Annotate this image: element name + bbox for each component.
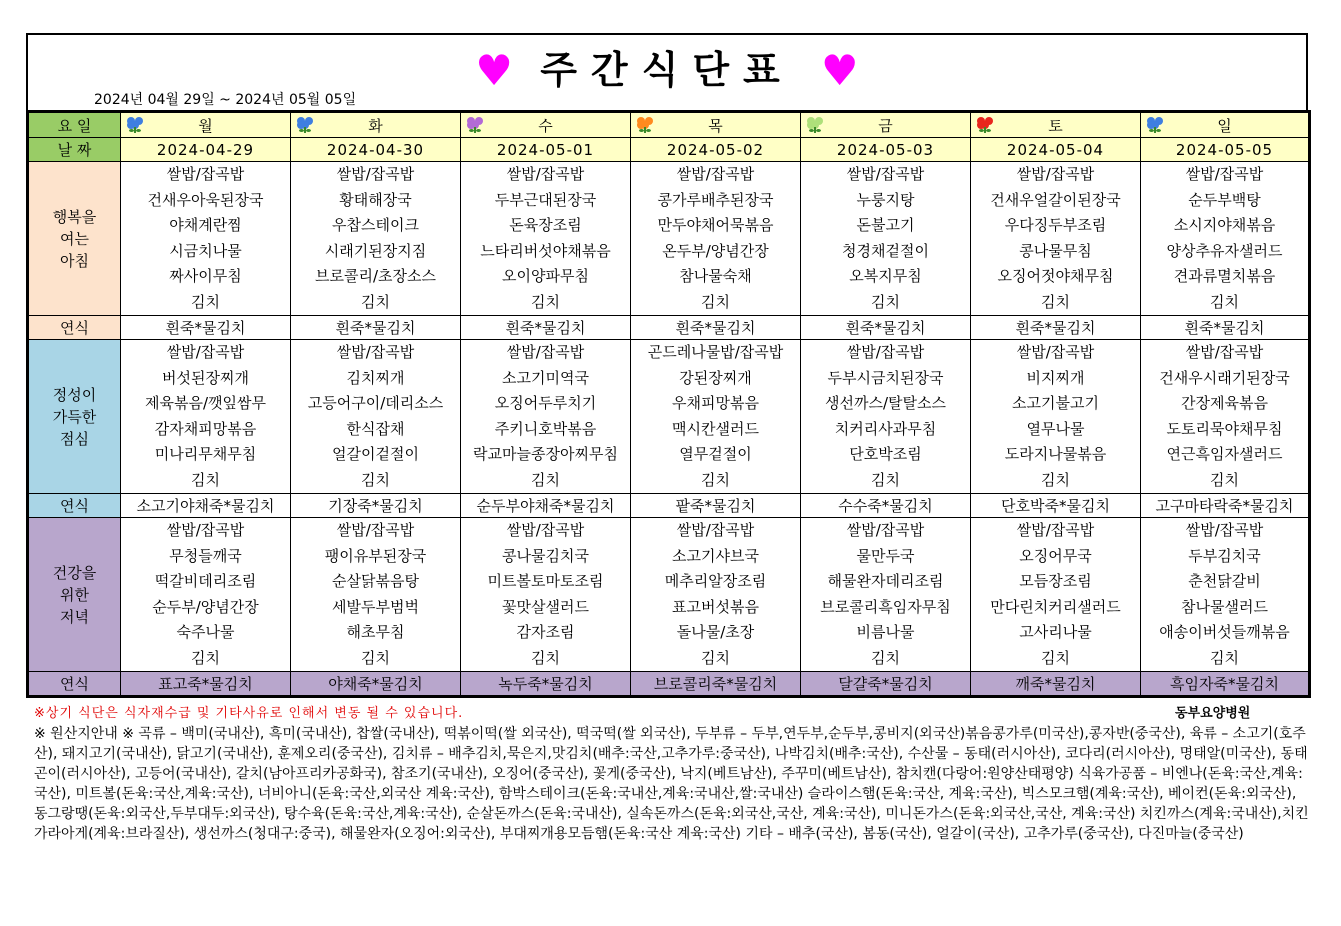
menu-item: 김치 [531, 292, 560, 311]
menu-item: 주키니호박볶음 [494, 419, 597, 438]
menu-item: 해물완자데리조림 [827, 572, 944, 590]
menu-item: 쌀밥/잡곡밥 [676, 165, 755, 183]
menu-item: 쌀밥/잡곡밥 [1016, 521, 1095, 539]
menu-item: 춘천닭갈비 [1188, 572, 1261, 590]
menu-item: 김치 [361, 470, 390, 489]
day-cell [971, 112, 1141, 138]
snack-cell: 흰죽*물김치 [971, 316, 1141, 340]
menu-item: 김치 [1041, 648, 1070, 667]
meal-label-line: 저녁 [60, 607, 89, 626]
snack-cell: 흰죽*물김치 [1141, 316, 1310, 340]
menu-item: 두부시금치된장국 [827, 368, 944, 387]
date-cell: 2024-05-02 [631, 138, 801, 162]
breakfast-row [28, 162, 1310, 316]
flower-icon [1147, 117, 1163, 133]
snack-cell: 흰죽*물김치 [291, 316, 461, 340]
menu-item: 오징어무국 [1019, 546, 1092, 565]
heart-icon: ♥ [475, 46, 513, 95]
menu-item: 떡갈비데리조림 [154, 572, 257, 590]
day-row [28, 112, 1310, 138]
lunch-row [28, 340, 1310, 494]
snack-label: 연식 [28, 494, 121, 518]
menu-item: 돈육장조림 [509, 216, 582, 234]
menu-item: 쌀밥/잡곡밥 [1185, 343, 1264, 361]
menu-item: 오복지무침 [849, 267, 922, 285]
menu-item: 두부김치국 [1188, 546, 1261, 565]
lunch-cell [801, 340, 971, 494]
snack-cell: 고구마타락죽*물김치 [1141, 494, 1310, 518]
menu-item: 소시지야채볶음 [1173, 216, 1276, 234]
menu-item: 쌀밥/잡곡밥 [506, 343, 585, 361]
menu-item: 비지찌개 [1026, 368, 1085, 387]
menu-item: 꽃맛살샐러드 [502, 597, 589, 616]
flower-icon [127, 117, 143, 133]
day-cell [121, 112, 291, 138]
day-cell [801, 112, 971, 138]
snack-cell: 기장죽*물김치 [291, 494, 461, 518]
date-cell: 2024-05-01 [461, 138, 631, 162]
menu-item: 김치 [701, 470, 730, 489]
menu-item: 브로콜리/초장소스 [315, 267, 436, 285]
menu-item: 김치 [1210, 648, 1239, 667]
menu-item: 김치 [531, 470, 560, 489]
menu-item: 세발두부범벅 [332, 597, 419, 616]
meal-label-line: 가득한 [52, 407, 97, 426]
snack-cell: 녹두죽*물김치 [461, 672, 631, 697]
date-cell: 2024-05-05 [1141, 138, 1310, 162]
menu-item: 치커리사과무침 [834, 419, 937, 438]
menu-item: 김치 [361, 648, 390, 667]
menu-item: 쌀밥/잡곡밥 [1016, 165, 1095, 183]
menu-item: 표고버섯볶음 [672, 597, 759, 616]
menu-item: 고등어구이/데리소스 [307, 394, 444, 412]
day-name: 화 [368, 116, 383, 135]
menu-item: 제육볶음/깻잎쌈무 [145, 394, 266, 412]
snack-cell: 순두부야채죽*물김치 [461, 494, 631, 518]
dinner-cell [461, 518, 631, 672]
menu-item: 쌀밥/잡곡밥 [1016, 343, 1095, 361]
menu-item: 소고기샤브국 [672, 546, 759, 565]
menu-item: 쌀밥/잡곡밥 [166, 343, 245, 361]
menu-item: 단호박조림 [849, 445, 922, 463]
breakfast-cell [801, 162, 971, 316]
dinner-row [28, 518, 1310, 672]
menu-item: 물만두국 [856, 546, 915, 565]
date-cell: 2024-04-30 [291, 138, 461, 162]
menu-item: 소고기미역국 [502, 368, 589, 387]
day-name: 일 [1217, 116, 1232, 135]
title-text: 주간식단표 [540, 48, 794, 92]
menu-item: 우다징두부조림 [1004, 216, 1107, 234]
menu-item: 쌀밥/잡곡밥 [846, 343, 925, 361]
day-cell [1141, 112, 1310, 138]
menu-item: 곤드레나물밥/잡곡밥 [647, 343, 784, 361]
snack-cell: 흰죽*물김치 [801, 316, 971, 340]
menu-item: 콩나물무침 [1019, 241, 1092, 260]
menu-item: 콩나물김치국 [502, 546, 589, 565]
page-title [28, 39, 1306, 95]
menu-item: 쌀밥/잡곡밥 [336, 521, 415, 539]
dinner-cell [291, 518, 461, 672]
menu-item: 김치 [361, 292, 390, 311]
snack-cell: 흰죽*물김치 [121, 316, 291, 340]
menu-item: 우채피망볶음 [672, 394, 759, 412]
menu-item: 비름나물 [856, 623, 915, 641]
menu-item: 두부근대된장국 [494, 190, 597, 209]
menu-item: 김치 [1210, 292, 1239, 311]
snack-cell: 달걀죽*물김치 [801, 672, 971, 697]
menu-item: 김치 [701, 648, 730, 667]
menu-item: 건새우얼갈이된장국 [990, 190, 1121, 209]
menu-item: 맥시칸샐러드 [672, 419, 759, 438]
menu-item: 김치 [1210, 470, 1239, 489]
menu-item: 메추리알장조림 [664, 572, 767, 590]
day-name: 금 [878, 116, 893, 135]
menu-item: 버섯된장찌개 [162, 368, 249, 387]
menu-item: 시금치나물 [169, 241, 242, 260]
breakfast-cell [461, 162, 631, 316]
meal-label-line: 위한 [60, 585, 89, 604]
menu-item: 시래기된장지짐 [324, 241, 427, 260]
breakfast-cell [1141, 162, 1310, 316]
menu-item: 쌀밥/잡곡밥 [846, 165, 925, 183]
menu-item: 김치 [531, 648, 560, 667]
dinner-cell [801, 518, 971, 672]
menu-item: 숙주나물 [176, 623, 235, 641]
snack-cell: 흑임자죽*물김치 [1141, 672, 1310, 697]
dinner-snack-row [28, 672, 1310, 697]
menu-item: 쌀밥/잡곡밥 [506, 521, 585, 539]
snack-cell: 야채죽*물김치 [291, 672, 461, 697]
day-name: 월 [198, 116, 213, 135]
menu-item: 오징어젓야채무침 [997, 267, 1114, 285]
meal-label-line: 정성이 [52, 385, 97, 404]
menu-item: 건새우시래기된장국 [1159, 368, 1290, 387]
menu-item: 애송이버섯들깨볶음 [1159, 623, 1290, 641]
snack-cell: 흰죽*물김치 [461, 316, 631, 340]
menu-item: 쌀밥/잡곡밥 [1185, 165, 1264, 183]
menu-item: 쌀밥/잡곡밥 [166, 165, 245, 183]
day-name: 수 [538, 116, 553, 135]
menu-item: 얼갈이겉절이 [332, 445, 419, 463]
snack-label: 연식 [28, 316, 121, 340]
menu-item: 도라지나물볶음 [1004, 445, 1107, 463]
breakfast-label [28, 162, 121, 316]
menu-item: 도토리묵야채무침 [1166, 419, 1283, 438]
day-cell [461, 112, 631, 138]
menu-item: 한식잡채 [346, 419, 405, 438]
menu-item: 무청들깨국 [169, 546, 242, 565]
day-name: 토 [1048, 116, 1063, 135]
flower-icon [807, 117, 823, 133]
date-cell: 2024-05-03 [801, 138, 971, 162]
menu-item: 느타리버섯야채볶음 [480, 241, 611, 260]
menu-item: 김치찌개 [346, 368, 405, 387]
dinner-cell [121, 518, 291, 672]
meal-label-line: 여는 [60, 229, 89, 248]
menu-item: 견과류멸치볶음 [1173, 267, 1276, 285]
snack-cell: 깨죽*물김치 [971, 672, 1141, 697]
meal-label-line: 행복을 [52, 207, 97, 226]
menu-item: 참나물샐러드 [1181, 597, 1268, 616]
breakfast-cell [291, 162, 461, 316]
breakfast-cell [121, 162, 291, 316]
menu-item: 황태해장국 [339, 190, 412, 209]
day-name: 목 [708, 116, 723, 135]
day-label: 요 일 [28, 112, 121, 138]
lunch-cell [971, 340, 1141, 494]
dinner-cell [971, 518, 1141, 672]
menu-item: 락교마늘종장아찌무침 [473, 445, 618, 463]
date-row [28, 138, 1310, 162]
menu-item: 연근흑임자샐러드 [1166, 445, 1283, 463]
lunch-snack-row [28, 494, 1310, 518]
menu-item: 오징어두루치기 [494, 394, 597, 412]
meal-label-line: 아침 [60, 251, 89, 270]
snack-cell: 단호박죽*물김치 [971, 494, 1141, 518]
menu-item: 돈불고기 [856, 216, 915, 234]
menu-item: 김치 [871, 470, 900, 489]
snack-cell: 수수죽*물김치 [801, 494, 971, 518]
flower-icon [637, 117, 653, 133]
meal-label-line: 점심 [60, 429, 89, 448]
dinner-label [28, 518, 121, 672]
lunch-cell [121, 340, 291, 494]
menu-item: 간장제육볶음 [1181, 394, 1268, 412]
menu-sheet [26, 33, 1308, 698]
title-box [26, 33, 1308, 110]
menu-item: 김치 [1041, 292, 1070, 311]
day-cell [291, 112, 461, 138]
snack-cell: 표고죽*물김치 [121, 672, 291, 697]
menu-item: 쌀밥/잡곡밥 [166, 521, 245, 539]
day-cell [631, 112, 801, 138]
menu-item: 쌀밥/잡곡밥 [846, 521, 925, 539]
menu-item: 김치 [1041, 470, 1070, 489]
menu-item: 청경채겉절이 [842, 241, 929, 260]
weekly-menu-table [26, 110, 1311, 698]
dinner-cell [631, 518, 801, 672]
menu-item: 순살닭볶음탕 [332, 572, 419, 590]
menu-item: 브로콜리흑임자무침 [820, 597, 951, 616]
menu-item: 소고기불고기 [1012, 394, 1099, 412]
menu-item: 고사리나물 [1019, 623, 1092, 641]
lunch-cell [461, 340, 631, 494]
change-notice: ※상기 식단은 식자재수급 및 기타사유로 인해서 변동 될 수 있습니다. [34, 706, 464, 721]
meal-label-line: 건강을 [52, 563, 97, 582]
menu-item: 쌀밥/잡곡밥 [336, 165, 415, 183]
hospital-name: 동부요양병원 [1175, 706, 1251, 721]
breakfast-cell [971, 162, 1141, 316]
menu-item: 김치 [871, 648, 900, 667]
origin-info: ※ 원산지안내 ※ 곡류 – 백미(국내산), 흑미(국내산), 찹쌀(국내산), 떡볶이떡(쌀 외국산), 떡국떡(쌀 외국산), 두부류 – 두부,연두부,순두부,콩비지(외국산)볶음콩가루(미국산),콩자반(중국산), 육류 – 소고기(호주산), 돼지고기(국내산), 닭고기(국내산), 훈제오리(중국산), 김치류 – 배추김치,묵은지,맛김치(배추:국산,고추가루:중국산), 나박김치(배추:국산), 수산물 – 동태(러시아산), 코다리(러시아산), 명태알(미국산), 동태곤이(러시아산), 고등어(국내산), 갈치(남아프리카공화국), 참조기(국내산), 오징어(중국산), 꽃게(중국산), 낙지(베트남산), 주꾸미(베트남산), 참치캔(다랑어:원양산태평양) 식육가공품 – 비엔나(돈육:국산,계육:국산), 미트볼(돈육:국산,계육:국산), 너비아니(돈육:국산,외국산 계육:국산), 함박스테이크(돈육:국내산,계육:국내산,쌀:국내산) 슬라이스햄(돈육:국산, 계육:국산), 빅스모크햄(계육:국산), 베이컨(돈육:외국산), 동그랑땡(돈육:외국산,두부대두:외국산), 탕수육(돈육:국산,계육:국산), 순살돈까스(돈육:국내산), 실속돈까스(돈육:외국산,국산, 계육:국산), 미니돈가스(돈육:외국산,국산, 계육:국산) 치킨까스(계육:국내산),치킨가라아게(계육:브라질산), 생선까스(청대구:중국), 해물완자(오징어:외국산), 부대찌개용모듬햄(돈육:국산 계육:국산) 기타 – 배추(국산), 봄동(국산), 얼갈이(국산), 고추가루(중국산), 다진마늘(중국산) [34, 726, 1309, 842]
heart-icon: ♥ [821, 46, 859, 95]
lunch-cell [631, 340, 801, 494]
menu-item: 열무겉절이 [679, 445, 752, 463]
menu-item: 만다린치커리샐러드 [990, 597, 1121, 616]
breakfast-snack-row [28, 316, 1310, 340]
menu-item: 쌀밥/잡곡밥 [676, 521, 755, 539]
menu-item: 모듬장조림 [1019, 572, 1092, 590]
menu-item: 김치 [871, 292, 900, 311]
snack-cell: 팥죽*물김치 [631, 494, 801, 518]
menu-item: 순두부/양념간장 [152, 597, 259, 616]
menu-item: 열무나물 [1026, 419, 1085, 438]
menu-item: 미나리무채무침 [154, 445, 257, 463]
menu-item: 콩가루배추된장국 [657, 190, 774, 209]
menu-item: 감자채피망볶음 [154, 419, 257, 438]
menu-item: 감자조림 [516, 623, 575, 641]
snack-label: 연식 [28, 672, 121, 697]
menu-item: 오이양파무침 [502, 267, 589, 285]
flower-icon [467, 117, 483, 133]
menu-item: 양상추유자샐러드 [1166, 241, 1283, 260]
breakfast-cell [631, 162, 801, 316]
menu-item: 김치 [191, 470, 220, 489]
menu-item: 우찹스테이크 [332, 216, 419, 234]
dinner-cell [1141, 518, 1310, 672]
menu-item: 김치 [701, 292, 730, 311]
menu-item: 참나물숙채 [679, 267, 752, 285]
lunch-cell [1141, 340, 1310, 494]
menu-item: 온두부/양념간장 [662, 241, 769, 260]
date-label: 날 짜 [28, 138, 121, 162]
menu-item: 누룽지탕 [856, 190, 915, 209]
menu-item: 해초무침 [346, 623, 405, 641]
menu-item: 만두야채어묵볶음 [657, 216, 774, 234]
date-cell: 2024-04-29 [121, 138, 291, 162]
menu-item: 쌀밥/잡곡밥 [1185, 521, 1264, 539]
lunch-label [28, 340, 121, 494]
date-range: 2024년 04월 29일 ~ 2024년 05월 05일 [94, 92, 357, 108]
snack-cell: 브로콜리죽*물김치 [631, 672, 801, 697]
menu-item: 순두부백탕 [1188, 190, 1261, 209]
flower-icon [297, 117, 313, 133]
menu-item: 팽이유부된장국 [324, 546, 427, 565]
menu-item: 건새우아욱된장국 [147, 190, 264, 209]
menu-item: 쌀밥/잡곡밥 [336, 343, 415, 361]
menu-item: 야채계란찜 [169, 216, 242, 234]
menu-item: 김치 [191, 292, 220, 311]
menu-item: 돌나물/초장 [676, 623, 755, 641]
date-cell: 2024-05-04 [971, 138, 1141, 162]
menu-item: 강된장찌개 [679, 368, 752, 387]
snack-cell: 소고기야채죽*물김치 [121, 494, 291, 518]
lunch-cell [291, 340, 461, 494]
flower-icon [977, 117, 993, 133]
menu-item: 미트볼토마토조림 [487, 572, 604, 590]
menu-item: 생선까스/탈탈소스 [825, 394, 946, 412]
menu-item: 쌀밥/잡곡밥 [506, 165, 585, 183]
snack-cell: 흰죽*물김치 [631, 316, 801, 340]
menu-item: 짜사이무침 [169, 267, 242, 285]
menu-item: 김치 [191, 648, 220, 667]
